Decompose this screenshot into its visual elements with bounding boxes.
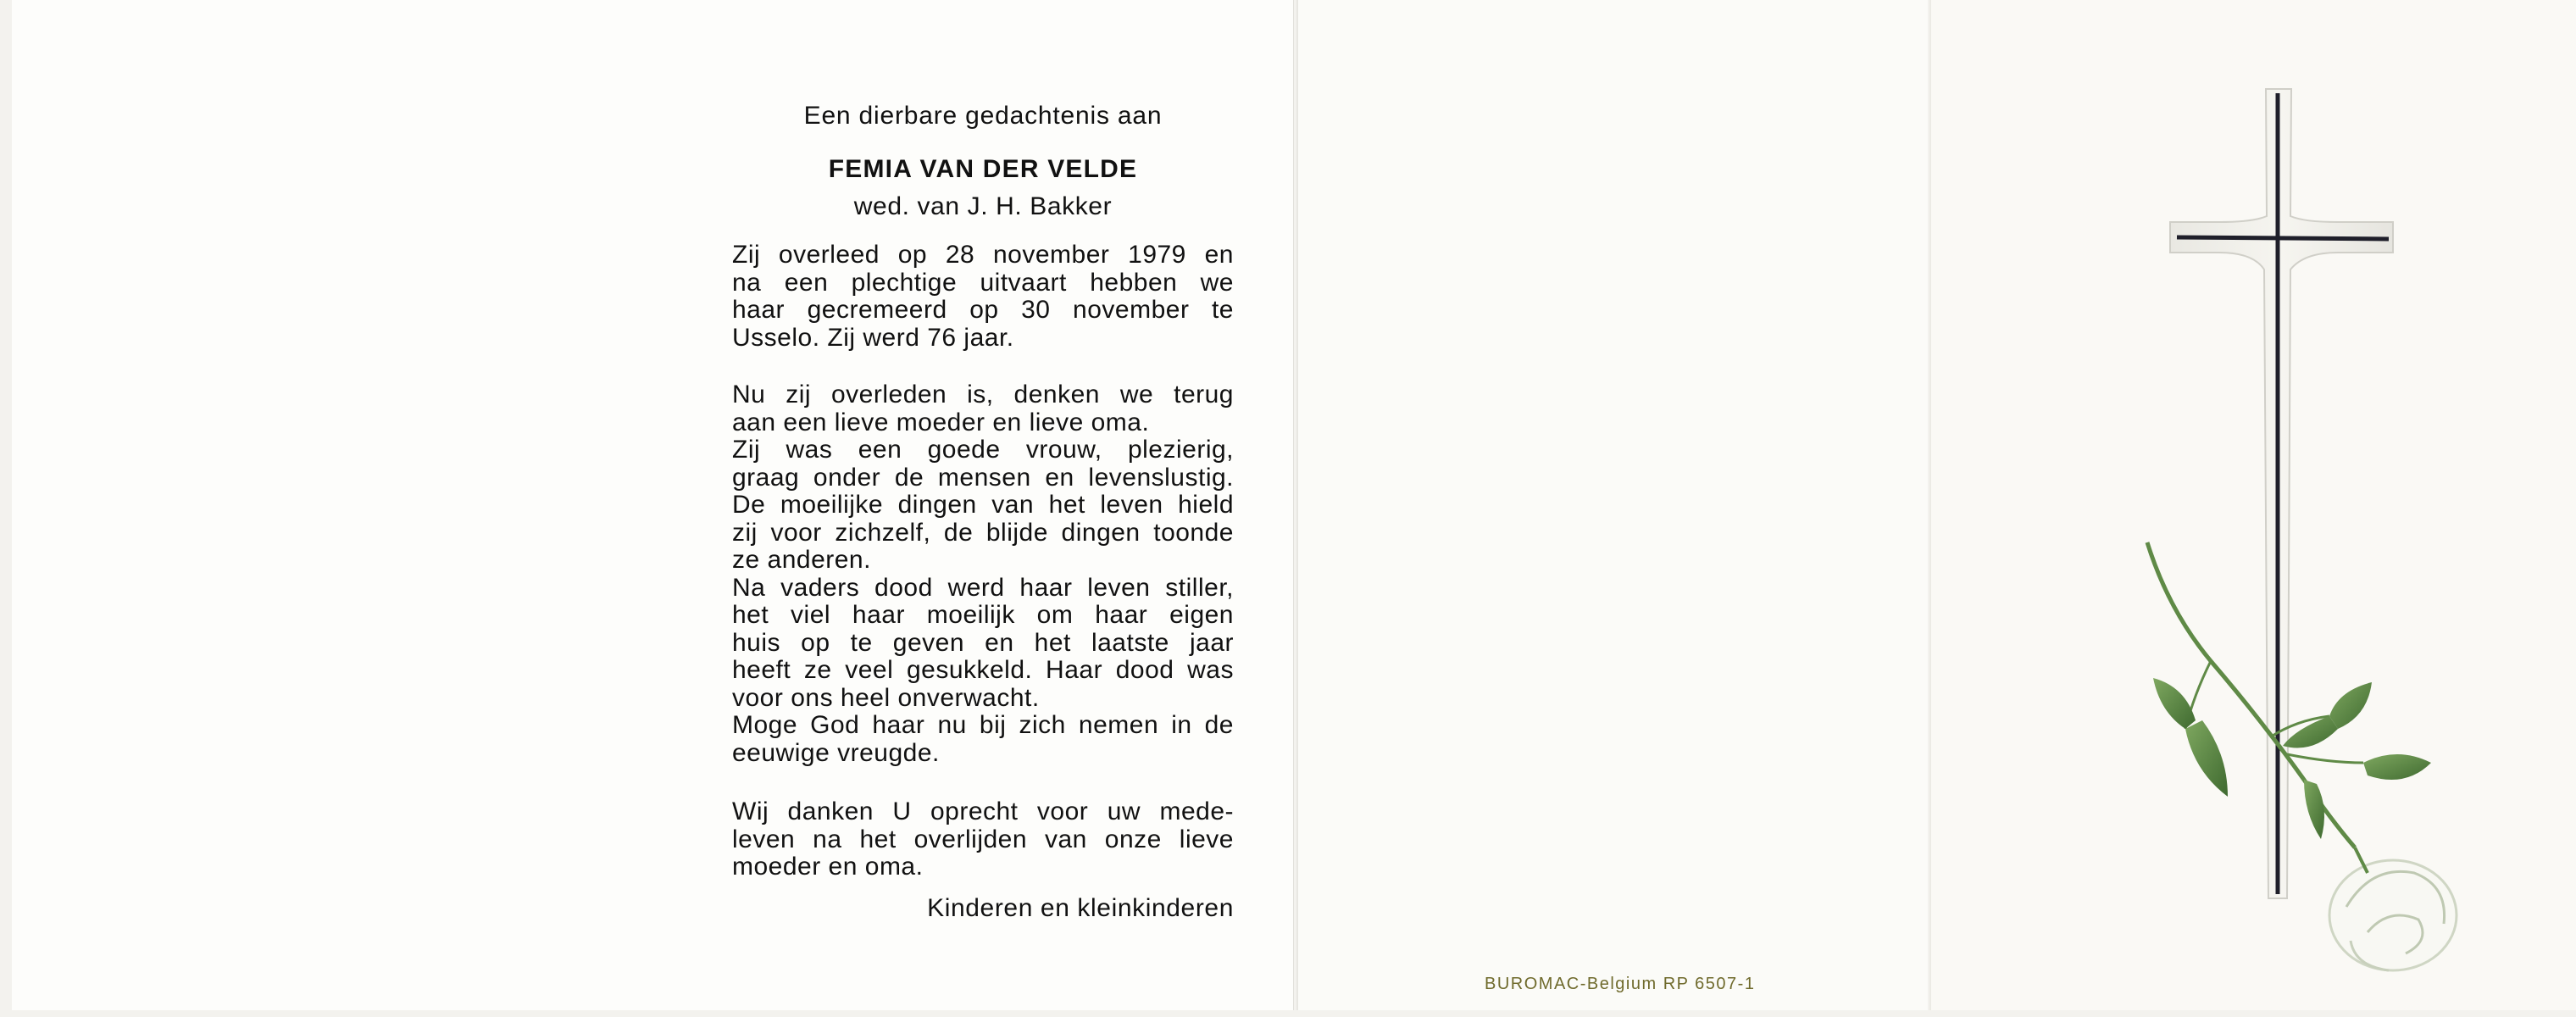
text-line: Wij danken U oprecht voor uw mede- — [732, 797, 1234, 825]
cross-shape — [2170, 89, 2393, 898]
card-left-panel — [12, 0, 1293, 1010]
text-line: voor ons heel onverwacht. — [732, 683, 1040, 712]
text-line: Na vaders dood werd haar leven stiller, — [732, 573, 1234, 602]
text-line: na een plechtige uitvaart hebben we — [732, 268, 1234, 297]
signature-line: Kinderen en kleinkinderen — [927, 894, 1234, 922]
text-line: leven na het overlijden van onze lieve — [732, 825, 1234, 853]
text-line: huis op te geven en het laatste jaar — [732, 628, 1234, 657]
intro-line: Een dierbare gedachtenis aan — [803, 102, 1163, 130]
text-line: het viel haar moeilijk om haar eigen — [732, 601, 1234, 629]
text-line: Nu zij overleden is, denken we terug — [732, 381, 1234, 408]
text-line: eeuwige vreugde. — [732, 738, 940, 767]
text-line: zij voor zichzelf, de blijde dingen toonde — [732, 518, 1234, 547]
printer-mark: BUROMAC-Belgium RP 6507-1 — [1485, 975, 1756, 993]
deceased-name: FEMIA VAN DER VELDE — [828, 155, 1138, 183]
text-line: Usselo. Zij werd 76 jaar. — [732, 323, 1014, 352]
widow-of-line: wed. van J. H. Bakker — [853, 192, 1113, 220]
card-right-panel — [1929, 0, 2576, 1010]
paragraph-death-notice — [732, 242, 1234, 352]
text-line: heeft ze veel gesukkeld. Haar dood was — [732, 656, 1234, 684]
text-line: Zij overleed op 28 november 1979 en — [732, 241, 1234, 269]
text-line: Zij was een goede vrouw, plezierig, — [732, 436, 1234, 464]
card-middle-panel — [1296, 0, 1928, 1010]
text-line: De moeilijke dingen van het leven hield — [732, 491, 1234, 519]
text-line: haar gecremeerd op 30 november te — [732, 296, 1234, 324]
white-rose — [2329, 848, 2457, 970]
text-line: Moge God haar nu bij zich nemen in de — [732, 711, 1234, 739]
text-line: graag onder de mensen en levenslustig. — [732, 463, 1234, 492]
text-line: ze anderen. — [732, 546, 871, 574]
cross-with-rose-icon — [1931, 0, 2576, 1010]
paragraph-thanks — [732, 798, 1234, 881]
rose-leaves — [2153, 678, 2431, 839]
paragraph-remembrance — [732, 381, 1234, 767]
text-line: moeder en oma. — [732, 853, 924, 881]
text-line: aan een lieve moeder en lieve oma. — [732, 408, 1150, 436]
